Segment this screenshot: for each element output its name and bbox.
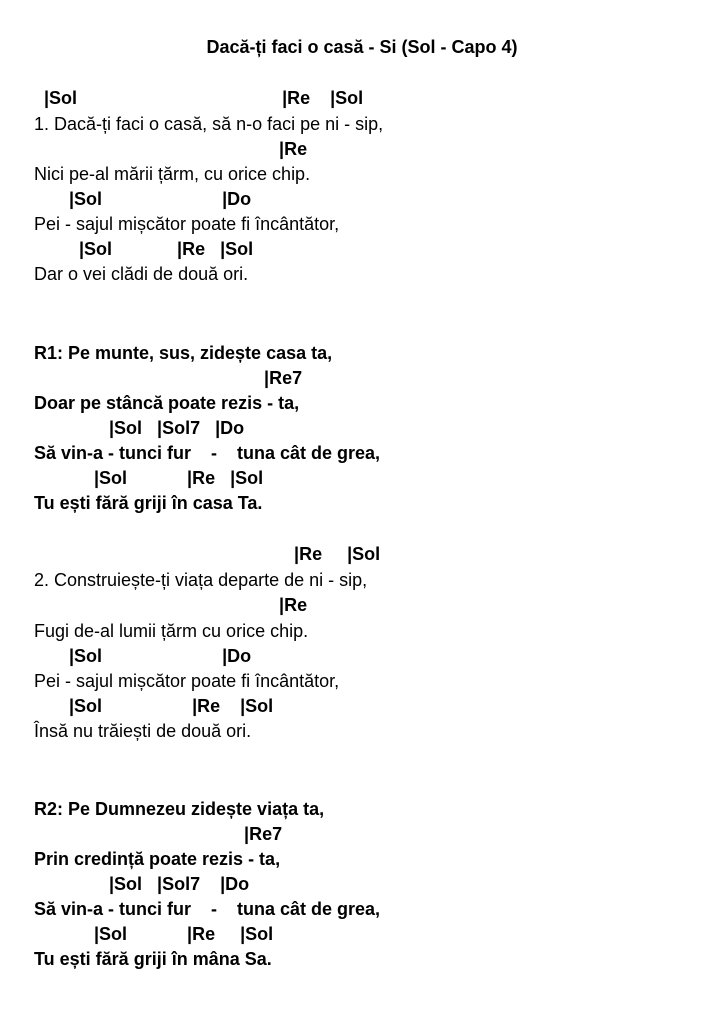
refrain1-lyrics-line-4: Tu ești fără griji în casa Ta. [34,493,263,513]
verse1-chords-line-4: |Sol |Re |Sol [34,239,254,259]
verse1-lyrics-line-1: 1. Dacă-ți faci o casă, să n-o faci pe ni - sip, [34,114,384,134]
verse2-lyrics-line-4: Însă nu trăiești de două ori. [34,721,252,741]
verse2-chords-line-2: |Re [34,595,308,615]
verse1-chords-line-3: |Sol |Do [34,189,252,209]
refrain2-lyrics-line-3: Să vin-a - tunci fur - tuna cât de grea, [34,899,381,919]
verse2-lyrics-line-2: Fugi de-al lumii țărm cu orice chip. [34,621,309,641]
refrain1-lyrics-line-2: Doar pe stâncă poate rezis - ta, [34,393,300,413]
verse1-lyrics-line-2: Nici pe-al mării țărm, cu orice chip. [34,164,311,184]
refrain2-lyrics-line-2: Prin credință poate rezis - ta, [34,849,281,869]
refrain2-lyrics-line-4: Tu ești fără griji în mâna Sa. [34,949,272,969]
refrain2-lyrics-line-1: R2: Pe Dumnezeu zidește viața ta, [34,799,325,819]
verse1-chords-line-2: |Re [34,139,308,159]
verse2-chords-line-1: |Re |Sol [34,544,381,564]
verse2-lyrics-line-3: Pei - sajul mișcător poate fi încântător, [34,671,340,691]
verse2-chords-line-4: |Sol |Re |Sol [34,696,274,716]
refrain1-lyrics-line-1: R1: Pe munte, sus, zidește casa ta, [34,343,333,363]
verse2-chords-line-3: |Sol |Do [34,646,252,666]
refrain1-lyrics-line-3: Să vin-a - tunci fur - tuna cât de grea, [34,443,381,463]
verse1-lyrics-line-3: Pei - sajul mișcător poate fi încântător, [34,214,340,234]
refrain2-chords-line-2: |Re7 [34,824,283,844]
refrain1-chords-line-4: |Sol |Re |Sol [34,468,264,488]
refrain1-chords-line-3: |Sol |Sol7 |Do [34,418,245,438]
verse1-chords-line-1: |Sol |Re |Sol [34,88,364,108]
refrain1-chords-line-2: |Re7 [34,368,303,388]
song-title: Dacă-ți faci o casă - Si (Sol - Capo 4) [206,37,518,57]
verse1-lyrics-line-4: Dar o vei clădi de două ori. [34,264,249,284]
refrain2-chords-line-4: |Sol |Re |Sol [34,924,274,944]
refrain2-chords-line-3: |Sol |Sol7 |Do [34,874,250,894]
verse2-lyrics-line-1: 2. Construiește-ți viața departe de ni - sip, [34,570,368,590]
